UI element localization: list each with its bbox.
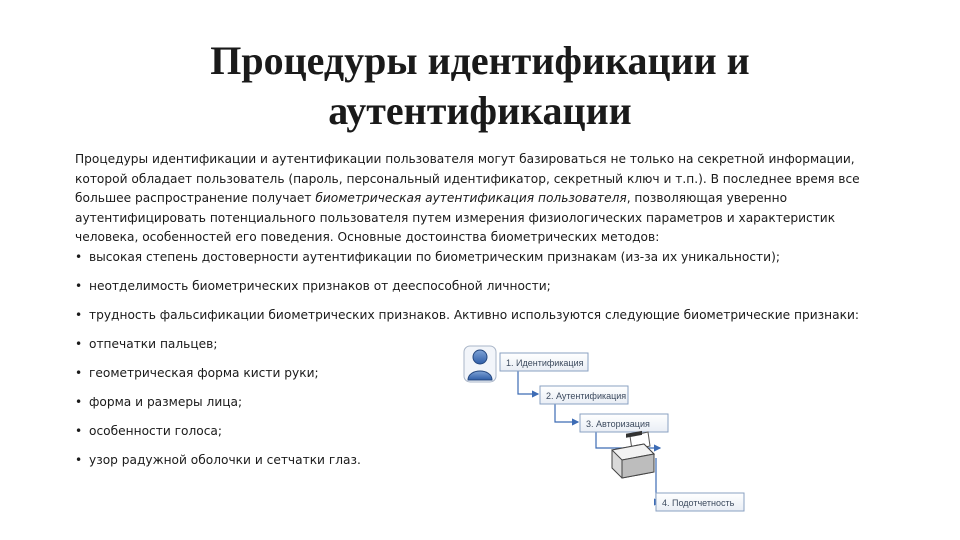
title-line-1: Процедуры идентификации и: [210, 38, 750, 83]
bullet-dot: •: [75, 337, 83, 351]
list-item-text: неотделимость биометрических признаков от дееспособной личности;: [89, 279, 551, 293]
step-label-1: 1. Идентификация: [506, 358, 584, 368]
bullet-dot: •: [75, 366, 83, 380]
intro-text-1: Процедуры идентификации и аутентификации пользователя могут базироваться не только на секретной информации, которой обладает пользователь (пароль, персональный идентификатор, секретный ключ и т.п.). В последнее время все большее распространение получает: [75, 152, 860, 205]
step-box-3: [580, 414, 668, 432]
list-item: [75, 306, 859, 335]
bullet-dot: •: [75, 424, 83, 438]
intro-paragraph: [75, 150, 895, 248]
list-item-text: форма и размеры лица;: [89, 395, 243, 409]
list-item-text: трудность фальсификации биометрических признаков. Активно используются следующие биометрические признаки:: [89, 308, 859, 322]
bullet-dot: •: [75, 279, 83, 293]
intro-emphasis: биометрическая аутентификация пользователя: [315, 191, 627, 205]
step-label-4: 4. Подотчетность: [662, 498, 735, 508]
title-line-2: аутентификации: [328, 88, 632, 133]
list-item-text: отпечатки пальцев;: [89, 337, 218, 351]
intro-text-2: , позволяющая уверенно аутентифицировать потенциального пользователя путем измерения физиологических параметров и характеристик человека, особенностей его поведения. Основные достоинства биометрических методов:: [75, 191, 836, 244]
list-item: [75, 248, 859, 277]
step-box-1: [500, 353, 588, 371]
list-item-text: геометрическая форма кисти руки;: [89, 366, 319, 380]
step-label-2: 2. Аутентификация: [546, 391, 627, 401]
process-diagram: [460, 340, 760, 520]
bullet-dot: •: [75, 453, 83, 467]
list-item-text: узор радужной оболочки и сетчатки глаз.: [89, 453, 361, 467]
step-box-4: [656, 493, 744, 511]
bullet-dot: •: [75, 308, 83, 322]
printer-icon: [612, 431, 654, 478]
bullet-dot: •: [75, 395, 83, 409]
list-item-text: особенности голоса;: [89, 424, 222, 438]
list-item-text: высокая степень достоверности аутентификации по биометрическим признакам (из-за их уникальности);: [89, 250, 780, 264]
step-box-2: [540, 386, 628, 404]
user-icon: [464, 346, 496, 382]
bullet-dot: •: [75, 250, 83, 264]
page-title: [0, 36, 960, 136]
step-label-3: 3. Авторизация: [586, 419, 650, 429]
list-item: [75, 277, 859, 306]
